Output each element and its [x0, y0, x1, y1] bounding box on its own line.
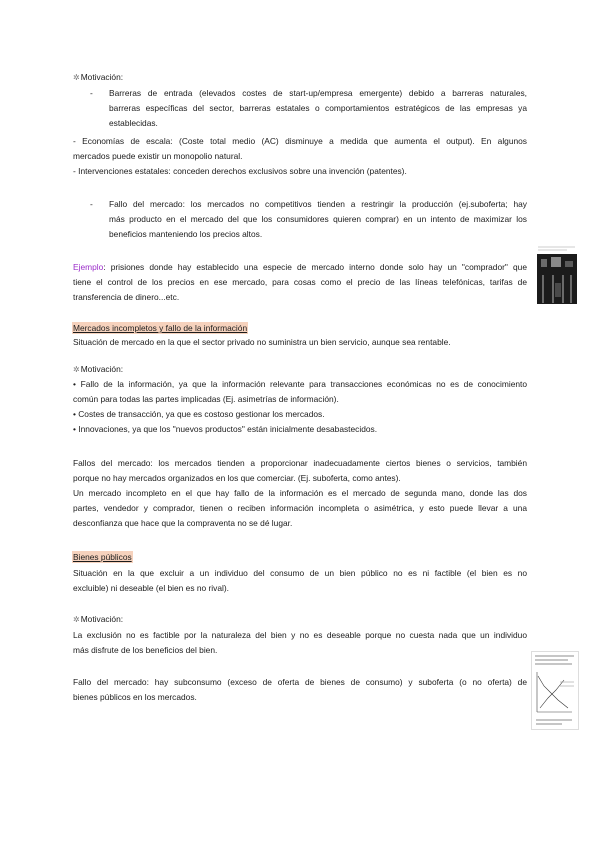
barreras-paragraph: Barreras de entrada (elevados costes de start-up/empresa emergente) debido a barreras naturales, barreras específicas del sector, barreras estatales o comportamientos estratégicos de las empresas ya establecidas.: [109, 88, 527, 128]
motivacion-heading-3: ✲Motivación:: [73, 614, 124, 624]
fallo-mercado-paragraph: Fallo del mercado: los mercados no competitivos tienden a restringir la producción (ej.suboferta; hay más producto en el mercado del que los consumidores quieren comprar) en un intento de maximizar los beneficios manteniendo los precios altos.: [109, 199, 527, 239]
ejemplo-label: Ejemplo: [73, 262, 104, 272]
public-goods-diagram-thumbnail: [531, 651, 579, 730]
sparkle-icon: ✲: [73, 365, 80, 374]
motivacion-list-2: • Fallo de la información, ya que la información relevante para transacciones económicas no es de conocimiento común para todas las partes implicadas (Ej. asimetrías de información). • Costes de transacción, ya que es costoso gestionar los mercados. • Innovaciones, ya que los "nuevos productos" están inicialmente desabastecidos.: [73, 379, 527, 434]
sparkle-icon: ✲: [73, 615, 80, 624]
mercados-incompletos-definition: Situación de mercado en la que el sector privado no suministra un bien servicio, aunque sea rentable.: [73, 337, 451, 347]
intervenciones-paragraph: - Intervenciones estatales: conceden derechos exclusivos sobre una invención (patentes).: [73, 166, 407, 176]
economias-paragraph: - Economías de escala: (Coste total medio (AC) disminuye a medida que aumenta el output). En algunos mercados puede existir un monopolio natural.: [73, 136, 527, 161]
bullet-dash: -: [90, 199, 93, 209]
section-title-bienes-publicos: Bienes públicos: [73, 552, 132, 562]
bienes-publicos-motivacion: La exclusión no es factible por la naturaleza del bien y no es deseable porque no cuesta nada que un individuo más disfrute de los beneficios del bien.: [73, 630, 527, 655]
bienes-publicos-fallo: Fallo del mercado: hay subconsumo (exceso de oferta de bienes de consumo) y suboferta (o no oferta) de bienes públicos en los mercados.: [73, 677, 527, 702]
section-title-mercados-incompletos: Mercados incompletos y fallo de la información: [73, 323, 248, 333]
sparkle-icon: ✲: [73, 73, 80, 82]
bienes-publicos-definition: Situación en la que excluir a un individuo del consumo de un bien público no es ni factible (el bien es no excluible) ni deseable (el bien es no rival).: [73, 568, 527, 593]
bullet-dash: -: [90, 88, 93, 98]
motivacion-heading-1: ✲Motivación:: [73, 72, 124, 82]
fallos-mercado-paragraph: Fallos del mercado: los mercados tienden a proporcionar inadecuadamente ciertos bienes o servicios, también porque no hay mercados organizados en los que comerciar. (Ej. suboferta, como antes). Un mercado incompleto en el que hay fallo de la información es el mercado de segunda mano, donde las dos partes, vendedor y comprador, tienen o reciben información incompleta o asimétrica, y esto puede llevar a una desconfianza que hace que la compraventa no se dé lugar.: [73, 458, 527, 528]
ejemplo-paragraph: Ejemplo: prisiones donde hay establecido una especie de mercado interno donde solo hay un "comprador" que tiene el control de los precios en ese mercado, para cosas como el precio de las líneas telefónicas, tarifas de transferencia de dinero...etc.: [73, 262, 527, 302]
motivacion-heading-2: ✲Motivación:: [73, 364, 124, 374]
prison-thumbnail-image: [537, 245, 577, 307]
